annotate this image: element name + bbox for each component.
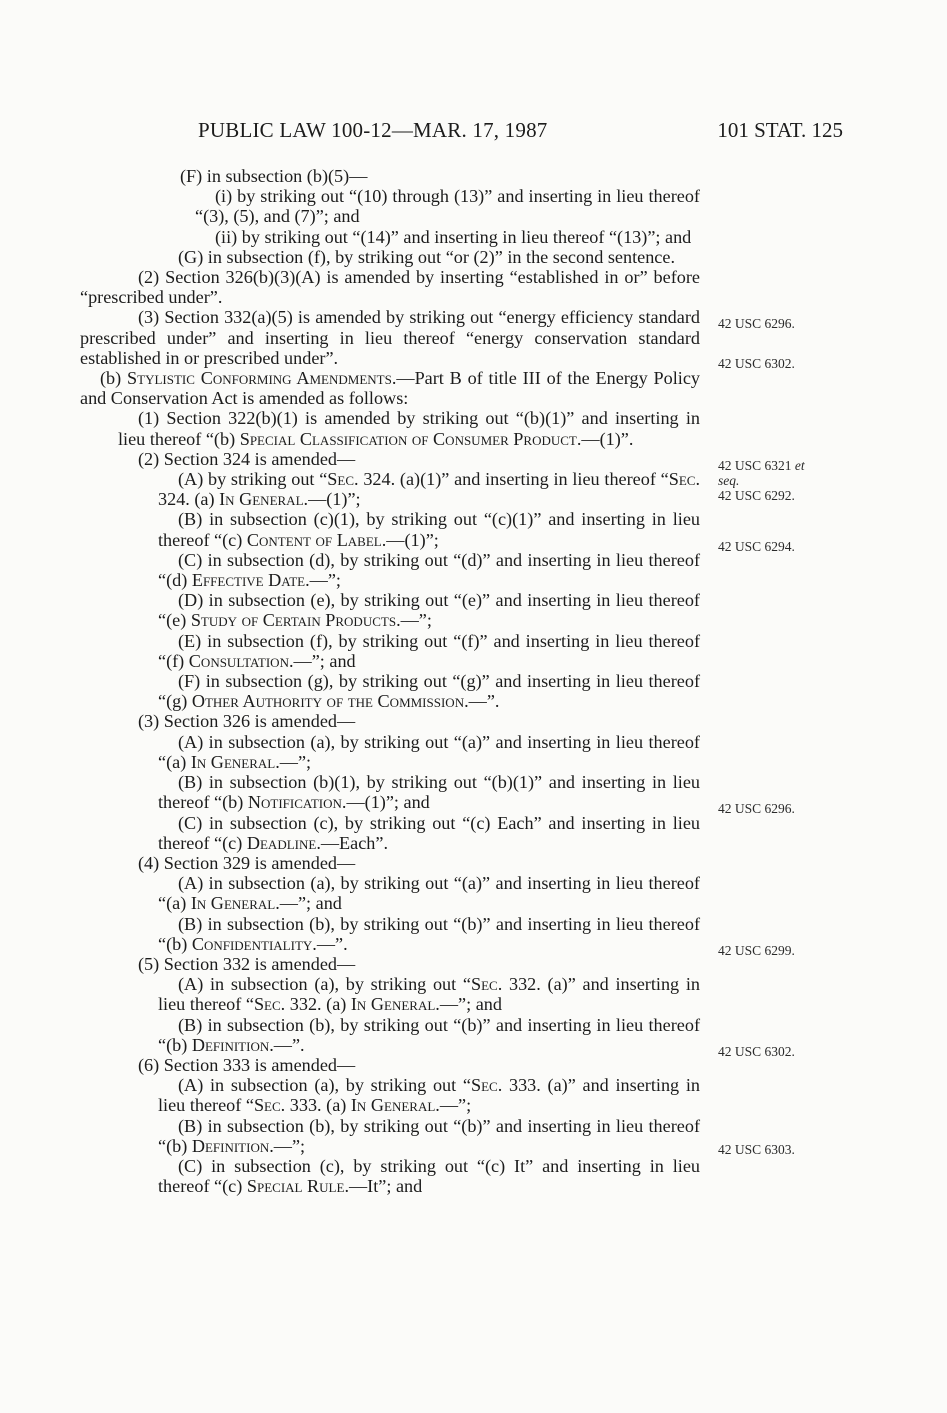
text-run: . 333. (a)” and inserting in lieu thereof “ [158,1075,701,1116]
text-run: (A) in subsection (a), by striking out “(a)” and inserting in lieu thereof “(a) [158,731,700,772]
small-caps-heading: Other Authority of the Commission [191,691,465,712]
small-caps-heading: Special Classification of Consumer Product [239,428,577,449]
small-caps-heading: Deadline [246,832,317,853]
small-caps-heading: Confidentiality [191,933,313,954]
clause-5b [80,1015,700,1055]
small-caps-heading: Special Rule [246,1176,345,1197]
page-header [0,118,947,146]
subsection-b-lead: (b) [100,368,128,389]
clause-ii: (ii) by striking out “(14)” and inserting in lieu thereof “(13)”; and [215,226,692,247]
clause-2d [80,590,700,630]
small-caps-heading: Sec [471,1075,498,1096]
margin-note-italic: seq. [718,473,740,488]
text-run: (B) in subsection (c)(1), by striking out “(c)(1)” and inserting in lieu thereof “(c) [158,509,700,550]
text-run: (C) in subsection (d), by striking out “(d)” and inserting in lieu thereof “(d) [158,549,700,591]
margin-note-text: 42 USC 6321 [718,458,795,473]
text-run: (C) in subsection (c), by striking out “(c) Each” and inserting in lieu thereof “(c) [158,812,700,853]
margin-note-italic: et [794,458,805,473]
text-run: (B) in subsection (b), by striking out “(b)” and inserting in lieu thereof “(b) [158,1014,700,1055]
text-run: .—It”; and [344,1176,423,1197]
subsection-b-text: .—Part B of title III of the Energy Policy and Conservation Act is amended as follows: [80,368,701,409]
clause-4a [80,873,700,913]
text-run: .—(1)”; [381,529,439,550]
text-run: .—(1)”; [303,489,361,510]
clause-6b [80,1116,700,1156]
clause-6a [80,1075,700,1115]
text-run: (A) in subsection (a), by striking out “ [178,974,471,995]
paragraph-3: (3) Section 332(a)(5) is amended by striking out “energy efficiency standard prescribed under” and inserting in lieu thereof “energy conservation standard established in or prescribed under”. [80,307,700,368]
small-caps-heading: In General [219,489,304,510]
text-run: (1) Section 322(b)(1) is amended by striking out “(b)(1)” and inserting in lieu thereof “(b) [118,408,700,449]
text-run: . 332. (a)” and inserting in lieu thereof “ [158,974,701,1015]
margin-note-usc-6302: 42 USC 6302. [718,356,795,371]
text-run: .—”; [435,1095,472,1116]
clause-g: (G) in subsection (f), by striking out “or (2)” in the second sentence. [178,246,675,267]
small-caps-heading: Sec [253,1095,281,1116]
header-stat-page: 101 STAT. 125 [717,118,843,142]
clause-2e [80,631,700,671]
text-run: .—”; [275,751,312,772]
text-run: (E) in subsection (f), by striking out “(f)” and inserting in lieu thereof “(f) [158,630,700,671]
text-run: .—(1)”; and [341,792,430,813]
clause-2a [80,469,700,509]
clause-4b [80,914,700,954]
clause-3c [80,813,700,853]
text-run: (A) in subsection (a), by striking out “(a)” and inserting in lieu thereof “(a) [158,873,700,914]
text-run: .—”; [396,610,432,631]
margin-note-usc-6321 [718,458,805,488]
paragraph-2: (2) Section 326(b)(3)(A) is amended by inserting “established in or” before “prescribed under”. [80,267,700,308]
small-caps-heading: In General [350,994,436,1015]
document-body [80,166,700,1196]
text-run: (F) in subsection (g), by striking out “(g)” and inserting in lieu thereof “(g) [158,671,700,712]
paragraph-b1 [80,408,700,448]
paragraph-b2: (2) Section 324 is amended— [138,448,356,469]
margin-note-usc-6296-b: 42 USC 6296. [718,801,795,816]
margin-note-usc-6299: 42 USC 6299. [718,943,795,958]
small-caps-heading: Consultation [188,650,289,671]
subsection-b [80,368,700,408]
clause-3b [80,772,700,812]
text-run: .—”; and [288,650,356,671]
margin-note-usc-6303: 42 USC 6303. [718,1142,795,1157]
margin-note-usc-6296: 42 USC 6296. [718,316,795,331]
small-caps-heading: In General [190,893,276,914]
clause-2c [80,550,700,590]
text-run: .—”; [305,570,341,591]
text-run: (C) in subsection (c), by striking out “(c) It” and inserting in lieu thereof “(c) [158,1155,700,1197]
paragraph-b4: (4) Section 329 is amended— [138,852,356,873]
text-run: .—”. [464,691,500,712]
small-caps-heading: Sec [253,994,281,1015]
text-run: .—(1)”. [576,428,634,449]
small-caps-heading: Sec [668,469,696,490]
paragraph-b6: (6) Section 333 is amended— [138,1054,356,1075]
text-run: .—”. [312,933,348,954]
small-caps-heading: In General [350,1095,436,1116]
paragraph-b3: (3) Section 326 is amended— [138,711,356,732]
clause-i: (i) by striking out “(10) through (13)” and inserting in lieu thereof “(3), (5), and (7)”; and [195,186,700,227]
text-run: .—”; and [435,994,502,1015]
text-run: .—Each”. [316,832,389,853]
text-run: (D) in subsection (e), by striking out “(e)” and inserting in lieu thereof “(e) [158,590,700,631]
small-caps-heading: Study of Certain Products [190,610,397,631]
text-run: . 324. (a) [158,469,700,510]
small-caps-heading: In General [190,751,276,772]
small-caps-heading: Sec [471,974,498,995]
clause-5a [80,974,700,1014]
clause-6c [80,1156,700,1196]
small-caps-heading: Sec [327,469,355,490]
small-caps-heading: Content of Label [246,529,382,550]
small-caps-heading: Definition [191,1135,270,1156]
margin-note-usc-6292: 42 USC 6292. [718,488,795,503]
text-run: (B) in subsection (b), by striking out “(b)” and inserting in lieu thereof “(b) [158,913,700,954]
text-run: . 333. (a) [280,1095,351,1116]
clause-f: (F) in subsection (b)(5)— [180,166,368,186]
small-caps-heading: Notification [247,792,342,813]
text-run: .—”; and [275,893,342,914]
paragraph-b5: (5) Section 332 is amended— [138,953,356,974]
text-run: .—”. [269,1034,305,1055]
text-run: (B) in subsection (b)(1), by striking out “(b)(1)” and inserting in lieu thereof “(b) [158,772,700,813]
text-run: (A) by striking out “ [178,469,328,490]
text-run: . 324. (a)(1)” and inserting in lieu thereof “ [354,469,669,490]
clause-2f [80,671,700,711]
text-run: (B) in subsection (b), by striking out “(b)” and inserting in lieu thereof “(b) [158,1115,700,1156]
margin-note-usc-6302-b: 42 USC 6302. [718,1044,795,1059]
clause-2b [80,509,700,549]
clause-3a [80,732,700,772]
margin-note-usc-6294: 42 USC 6294. [718,539,795,554]
text-run: .—”; [269,1135,306,1156]
text-run: (A) in subsection (a), by striking out “ [178,1075,471,1096]
subsection-b-heading: Stylistic Conforming Amendments [127,368,392,389]
small-caps-heading: Definition [191,1034,270,1055]
small-caps-heading: Effective Date [191,570,306,591]
text-run: . 332. (a) [280,994,351,1015]
header-law-citation: PUBLIC LAW 100-12—MAR. 17, 1987 [198,118,548,142]
